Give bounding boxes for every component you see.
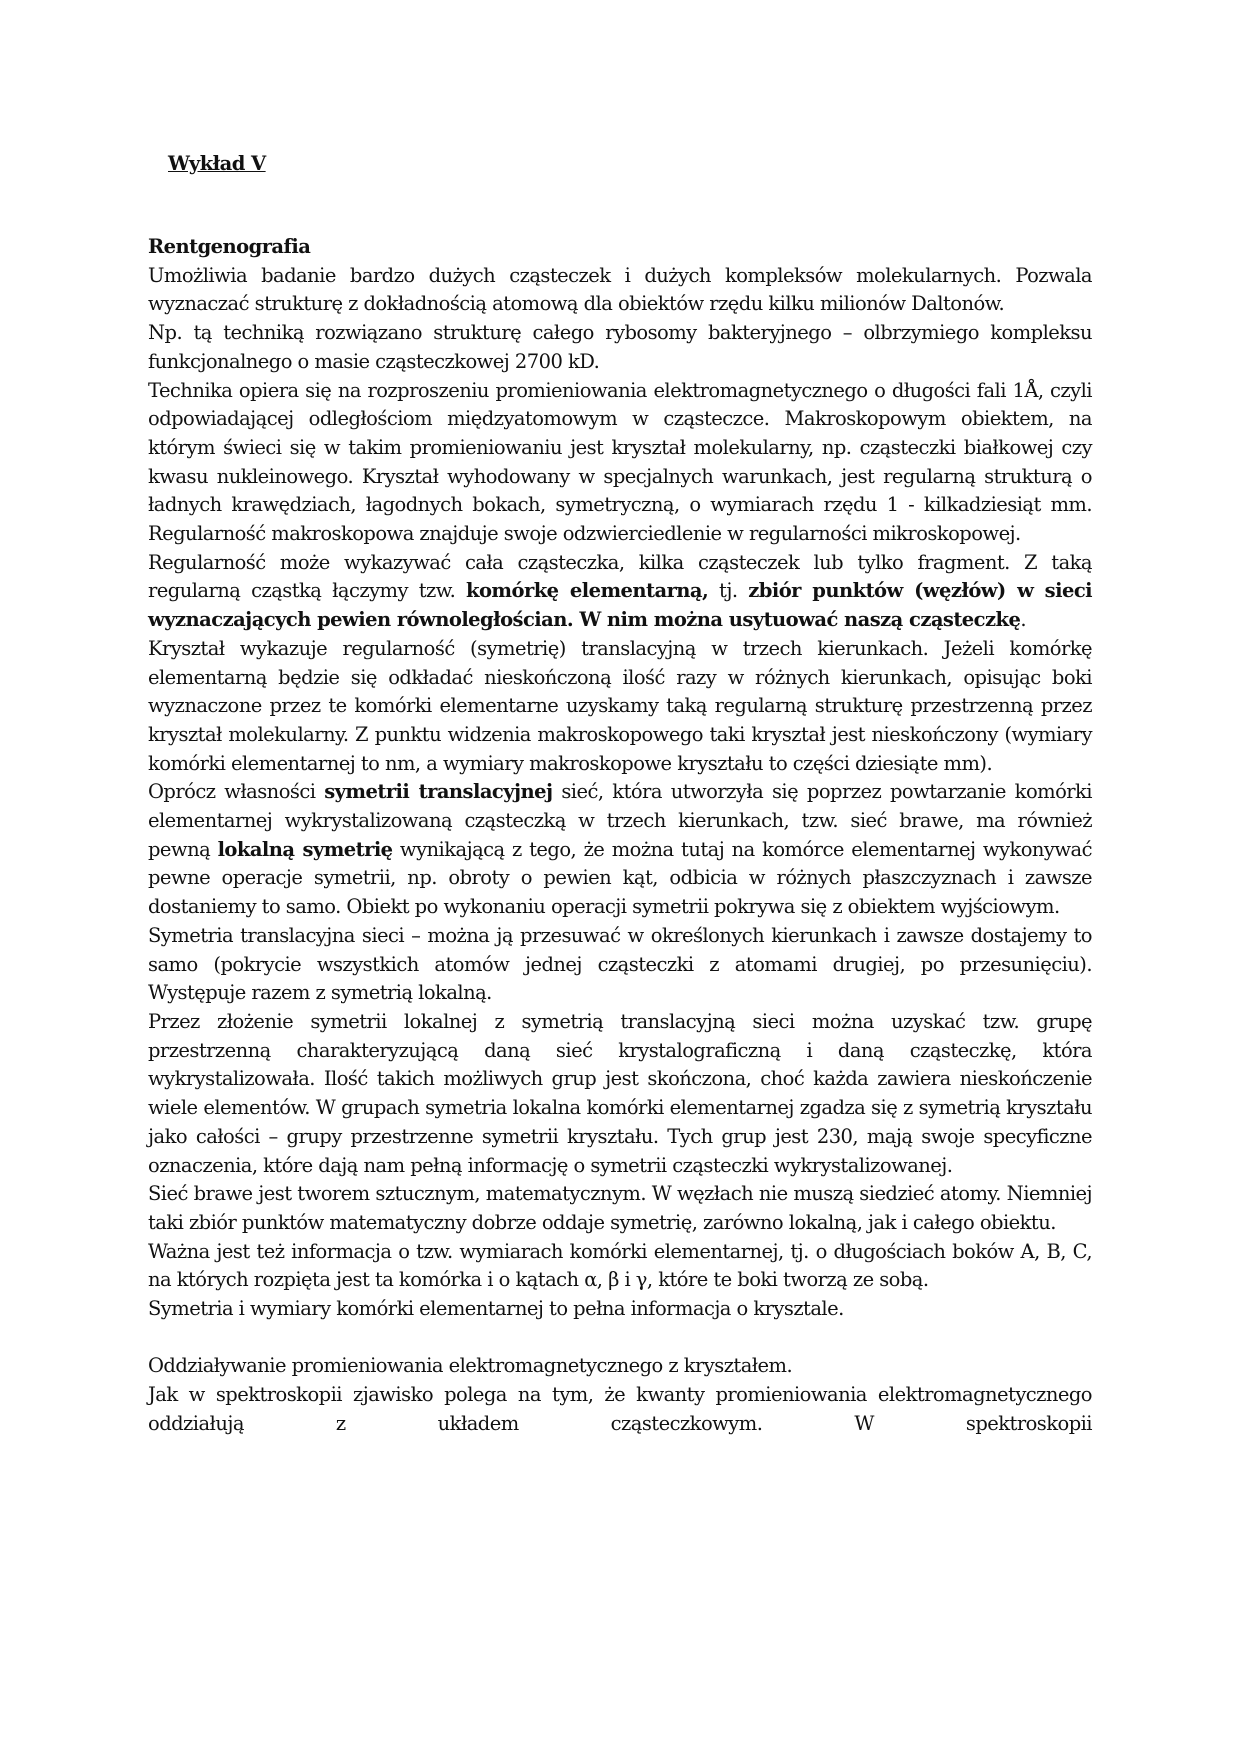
text-run: wynikającą z tego, że można tutaj na komórce elementarnej wykonywać pewne operacje symetrii, np. obroty o pewien kąt, odbicia w różnych płaszczyznach i zawsze dostaniemy to samo. Obiekt po wykonaniu operacji symetrii pokrywa się z obiektem wyjściowym. [148,837,1092,919]
paragraph: Np. tą techniką rozwiązano strukturę całego rybosomy bakteryjnego – olbrzymiego kompleksu funkcjonalnego o masie cząsteczkowej 2700 kD. [148,321,1092,373]
paragraph: Kryształ wykazuje regularność (symetrię) translacyjną w trzech kierunkach. Jeżeli komórkę elementarną będzie się odkładać nieskończoną ilość razy w różnych kierunkach, opisując boki wyznaczone przez te komórki elementarne uzyskamy taką regularną strukturę przestrzenną przez kryształ molekularny. Z punktu widzenia makroskopowego taki kryształ jest nieskończony (wymiary komórki elementarnej to nm, a wymiary makroskopowe kryształu to części dziesiąte mm). [148,636,1092,775]
document-body [148,150,1092,1439]
paragraph-symmetry [148,778,1092,922]
section-heading: Rentgenografia [148,235,311,258]
subsection-line: Oddziaływanie promieniowania elektromagnetycznego z kryształem. [148,1354,793,1378]
bold-definition: zbiór punktów (węzłów) w sieci wyznaczających pewien równoległościan. W nim można usytuować naszą cząsteczkę [148,579,1093,632]
text-run: Regularność może wykazywać cała cząsteczka, kilka cząsteczek lub tylko fragment. Z taką regularną cząstką łączymy tzw. [148,550,1092,603]
paragraph: Symetria translacyjna sieci – można ją przesuwać w określonych kierunkach i zawsze dostajemy to samo (pokrycie wszystkich atomów jednej cząsteczki z atomami drugiej, po przesunięciu). Występuje razem z symetrią lokalną. [148,923,1092,1005]
paragraph: Umożliwia badanie bardzo dużych cząsteczek i dużych kompleksów molekularnych. Pozwala wyznaczać strukturę z dokładnością atomową dla obiektów rzędu kilku milionów Daltonów. [148,263,1092,316]
paragraph-unit-cell [148,549,1092,635]
paragraph: Jak w spektroskopii zjawisko polega na tym, że kwanty promieniowania elektromagnetycznego oddziałują z układem cząsteczkowym. W spektroskopii [148,1383,1092,1435]
text-run: sieć, która utworzyła się poprzez powtarzanie komórki elementarnej wykrystalizowaną cząsteczką w trzech kierunkach, tzw. sieć brawe, ma również pewną [148,780,1092,861]
paragraph: Przez złożenie symetrii lokalnej z symetrią translacyjną sieci można uzyskać tzw. grupę przestrzenną charakteryzującą daną sieć krystalograficzną i daną cząsteczkę, która wykrystalizowała. Ilość takich możliwych grup jest skończona, choć każda zawiera nieskończenie wiele elementów. W grupach symetria lokalna komórki elementarnej zgadza się z symetrią kryształu jako całości – grupy przestrzenne symetrii kryształu. Tych grup jest 230, mają swoje specyficzne oznaczenia, które dają nam pełną informację o symetrii cząsteczki wykrystalizowanej. [148,1009,1092,1177]
bold-term: symetrii translacyjnej [324,780,553,804]
bold-term: komórkę elementarną, [466,579,709,603]
document-title: Wykład V [168,152,266,175]
paragraph: Symetria i wymiary komórki elementarnej to pełna informacja o krysztale. [148,1297,844,1321]
text-run: Oprócz własności [148,780,325,804]
paragraph: Technika opiera się na rozproszeniu promieniowania elektromagnetycznego o długości fali 1Å, czyli odpowiadającej odległościom międzyatomowym w cząsteczce. Makroskopowym obiektem, na którym świeci się w takim promieniowaniu jest kryształ molekularny, np. cząsteczki białkowej czy kwasu nukleinowego. Kryształ wyhodowany w specjalnych warunkach, jest regularną strukturą o ładnych krawędziach, łagodnych bokach, symetryczną, o wymiarach rzędu 1 - kilkadziesiąt mm. Regularność makroskopowa znajduje swoje odzwierciedlenie w regularności mikroskopowej. [148,378,1092,546]
blank-line [148,1324,1092,1353]
paragraph: Sieć brawe jest tworem sztucznym, matematycznym. W węzłach nie muszą siedzieć atomy. Niemniej taki zbiór punktów matematyczny dobrze oddaje symetrię, zarówno lokalną, jak i całego obiektu. [148,1182,1092,1234]
paragraph: Ważna jest też informacja o tzw. wymiarach komórki elementarnej, tj. o długościach boków A, B, C, na których rozpięta jest ta komórka i o kątach α, β i γ, które te boki tworzą ze sobą. [148,1239,1092,1292]
bold-term: lokalną symetrię [217,837,393,861]
text-run: tj. [708,579,749,603]
text-run: . [1020,608,1026,632]
